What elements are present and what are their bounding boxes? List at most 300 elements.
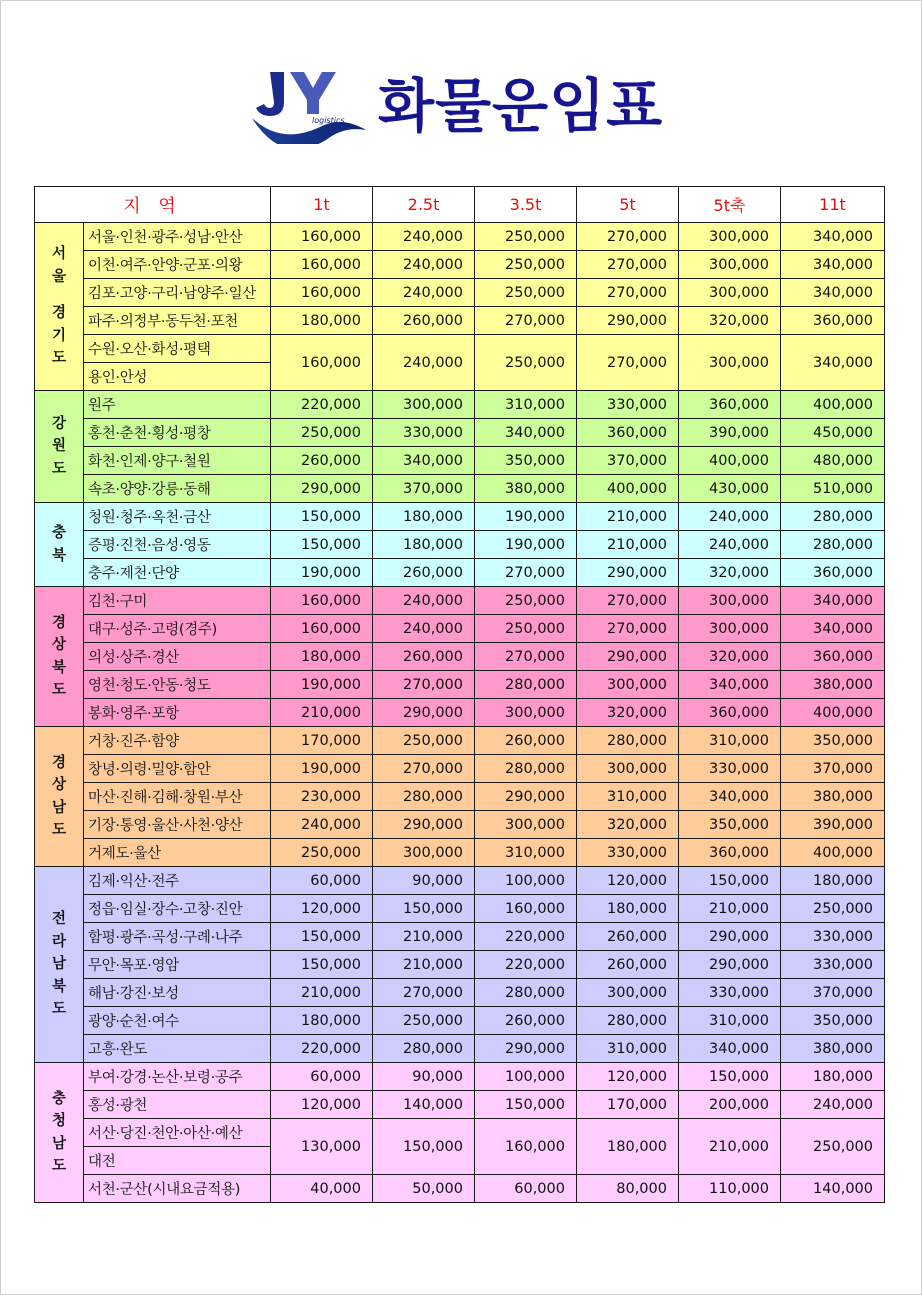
page-title: 화물운임표 [378,72,664,140]
region-char: 상 [51,637,66,654]
price-cell: 260,000 [271,447,373,475]
price-cell: 320,000 [679,559,781,587]
area-cell: 서산·당진·천안·아산·예산 [84,1119,271,1147]
area-cell: 김제·익산·전주 [84,867,271,895]
price-cell: 300,000 [679,615,781,643]
price-cell: 270,000 [577,587,679,615]
price-cell: 50,000 [373,1175,475,1203]
price-cell: 270,000 [577,335,679,391]
price-cell: 250,000 [271,839,373,867]
region-char: 상 [51,777,66,794]
price-cell: 330,000 [679,979,781,1007]
region-char: 도 [51,460,66,477]
price-cell: 290,000 [475,1035,577,1063]
price-cell: 290,000 [475,783,577,811]
price-cell: 340,000 [781,615,885,643]
price-cell: 180,000 [271,1007,373,1035]
price-cell: 250,000 [475,251,577,279]
region-label-gyeongbuk [35,587,84,727]
price-cell: 160,000 [271,335,373,391]
price-cell: 220,000 [475,951,577,979]
price-cell: 340,000 [781,223,885,251]
price-cell: 290,000 [679,951,781,979]
price-cell: 190,000 [475,531,577,559]
price-cell: 140,000 [373,1091,475,1119]
price-cell: 270,000 [475,559,577,587]
area-cell: 파주·의정부·동두천·포천 [84,307,271,335]
region-char: 기 [51,327,66,344]
table-row [35,251,885,279]
area-cell: 마산·진해·김해·창원·부산 [84,783,271,811]
price-cell: 60,000 [271,1063,373,1091]
price-cell: 320,000 [679,643,781,671]
price-cell: 370,000 [781,979,885,1007]
table-row [35,503,885,531]
region-char: 울 [51,268,66,285]
table-row [35,839,885,867]
price-cell: 300,000 [577,671,679,699]
area-cell: 정읍·임실·장수·고창·진안 [84,895,271,923]
price-cell: 230,000 [271,783,373,811]
price-cell: 350,000 [475,447,577,475]
price-cell: 180,000 [373,531,475,559]
price-cell: 330,000 [781,951,885,979]
region-char: 충 [51,525,66,542]
price-cell: 340,000 [679,1035,781,1063]
price-cell: 310,000 [475,391,577,419]
price-cell: 400,000 [577,475,679,503]
price-cell: 330,000 [781,923,885,951]
price-cell: 400,000 [781,839,885,867]
table-row [35,587,885,615]
region-label-gangwon [35,391,84,503]
price-cell: 400,000 [781,699,885,727]
price-cell: 90,000 [373,867,475,895]
price-cell: 180,000 [373,503,475,531]
price-cell: 290,000 [577,559,679,587]
price-cell: 340,000 [373,447,475,475]
price-cell: 240,000 [373,615,475,643]
table-row [35,531,885,559]
price-cell: 80,000 [577,1175,679,1203]
price-cell: 160,000 [271,615,373,643]
price-cell: 210,000 [577,531,679,559]
price-cell: 250,000 [271,419,373,447]
price-cell: 160,000 [271,279,373,307]
price-cell: 390,000 [781,811,885,839]
header-1t: 1t [271,187,373,223]
price-cell: 280,000 [577,727,679,755]
price-cell: 170,000 [271,727,373,755]
price-cell: 290,000 [577,643,679,671]
region-char: 북 [51,978,66,995]
area-cell: 해남·강진·보성 [84,979,271,1007]
area-cell: 화천·인제·양구·철원 [84,447,271,475]
price-cell: 190,000 [271,559,373,587]
region-label-gyeongnam [35,727,84,867]
area-cell: 청원·청주·옥천·금산 [84,503,271,531]
price-cell: 150,000 [475,1091,577,1119]
price-cell: 340,000 [679,783,781,811]
price-cell: 180,000 [781,867,885,895]
price-cell: 280,000 [781,503,885,531]
price-cell: 220,000 [475,923,577,951]
price-cell: 310,000 [475,839,577,867]
table-row [35,1119,885,1147]
area-cell: 영천·청도·안동·청도 [84,671,271,699]
table-row [35,671,885,699]
price-cell: 250,000 [475,615,577,643]
price-cell: 190,000 [271,755,373,783]
price-cell: 210,000 [271,699,373,727]
price-cell: 210,000 [679,1119,781,1175]
price-cell: 210,000 [271,979,373,1007]
table-row [35,1063,885,1091]
price-cell: 210,000 [373,951,475,979]
price-cell: 120,000 [271,1091,373,1119]
price-cell: 430,000 [679,475,781,503]
price-cell: 350,000 [781,727,885,755]
price-cell: 300,000 [373,391,475,419]
price-cell: 450,000 [781,419,885,447]
price-cell: 270,000 [475,643,577,671]
table-row [35,475,885,503]
price-cell: 210,000 [577,503,679,531]
price-cell: 310,000 [577,783,679,811]
table-row [35,391,885,419]
price-cell: 240,000 [373,279,475,307]
price-cell: 300,000 [373,839,475,867]
price-cell: 40,000 [271,1175,373,1203]
price-cell: 260,000 [373,307,475,335]
area-cell: 고흥·완도 [84,1035,271,1063]
region-char: 경 [51,614,66,631]
price-cell: 170,000 [577,1091,679,1119]
price-cell: 360,000 [679,699,781,727]
price-cell: 90,000 [373,1063,475,1091]
price-cell: 160,000 [271,251,373,279]
price-cell: 340,000 [781,279,885,307]
area-cell: 창녕·의령·밀양·함안 [84,755,271,783]
table-row [35,559,885,587]
price-cell: 270,000 [577,279,679,307]
price-cell: 400,000 [781,391,885,419]
region-char: 도 [51,681,66,698]
price-cell: 280,000 [475,755,577,783]
area-cell: 거제도·울산 [84,839,271,867]
price-cell: 480,000 [781,447,885,475]
price-cell: 60,000 [271,867,373,895]
header-5t-axle: 5t축 [679,187,781,223]
area-cell: 무안·목포·영암 [84,951,271,979]
table-row [35,447,885,475]
price-cell: 150,000 [679,1063,781,1091]
price-cell: 280,000 [475,979,577,1007]
price-cell: 280,000 [373,1035,475,1063]
table-row [35,979,885,1007]
header-2-5t: 2.5t [373,187,475,223]
header-5t: 5t [577,187,679,223]
region-char: 남 [51,1135,66,1152]
table-row [35,1035,885,1063]
table-row [35,615,885,643]
price-cell: 320,000 [577,811,679,839]
price-cell: 270,000 [373,755,475,783]
price-cell: 150,000 [271,531,373,559]
table-row [35,867,885,895]
table-row [35,223,885,251]
logo-sub-text: logistics [312,116,345,125]
region-char: 북 [51,659,66,676]
region-label-jeolla [35,867,84,1063]
price-cell: 150,000 [271,503,373,531]
price-cell: 270,000 [373,671,475,699]
price-cell: 270,000 [577,223,679,251]
region-char: 경 [51,754,66,771]
price-cell: 260,000 [577,923,679,951]
price-cell: 100,000 [475,867,577,895]
price-cell: 340,000 [679,671,781,699]
region-char: 도 [51,350,66,367]
table-row [35,699,885,727]
price-cell: 120,000 [577,867,679,895]
area-cell: 김천·구미 [84,587,271,615]
area-cell: 홍천·춘천·횡성·평창 [84,419,271,447]
price-cell: 320,000 [679,307,781,335]
region-char: 원 [51,438,66,455]
price-cell: 250,000 [373,1007,475,1035]
price-cell: 160,000 [475,1119,577,1175]
price-cell: 290,000 [679,923,781,951]
price-cell: 370,000 [781,755,885,783]
price-cell: 220,000 [271,1035,373,1063]
price-cell: 290,000 [373,811,475,839]
table-row [35,279,885,307]
region-label-chungnam [35,1063,84,1203]
table-row [35,895,885,923]
header [250,66,670,146]
price-cell: 210,000 [679,895,781,923]
freight-rate-table [34,186,885,1203]
region-char: 남 [51,799,66,816]
price-cell: 350,000 [679,811,781,839]
area-cell: 원주 [84,391,271,419]
table-row [35,643,885,671]
region-char: 북 [51,547,66,564]
price-cell: 340,000 [781,587,885,615]
price-cell: 240,000 [679,531,781,559]
price-cell: 120,000 [577,1063,679,1091]
price-cell: 210,000 [373,923,475,951]
price-cell: 310,000 [679,727,781,755]
area-cell: 대구·성주·고령(경주) [84,615,271,643]
price-cell: 290,000 [577,307,679,335]
price-cell: 250,000 [781,895,885,923]
area-cell: 서천·군산(시내요금적용) [84,1175,271,1203]
header-region: 지 역 [35,187,271,223]
area-cell: 이천·여주·안양·군포·의왕 [84,251,271,279]
price-cell: 240,000 [373,587,475,615]
price-cell: 240,000 [271,811,373,839]
price-cell: 400,000 [679,447,781,475]
area-cell: 대전 [84,1147,271,1175]
region-char: 도 [51,821,66,838]
price-cell: 250,000 [475,335,577,391]
price-cell: 300,000 [679,251,781,279]
price-cell: 180,000 [577,895,679,923]
table-row [35,727,885,755]
area-cell: 용인·안성 [84,363,271,391]
price-cell: 150,000 [679,867,781,895]
price-cell: 300,000 [475,811,577,839]
area-cell: 속초·양양·강릉·동해 [84,475,271,503]
price-cell: 330,000 [373,419,475,447]
price-cell: 190,000 [271,671,373,699]
table-row [35,307,885,335]
price-cell: 330,000 [577,391,679,419]
area-cell: 함평·광주·곡성·구례·나주 [84,923,271,951]
table-row [35,755,885,783]
price-cell: 340,000 [781,335,885,391]
price-cell: 180,000 [577,1119,679,1175]
price-cell: 300,000 [475,699,577,727]
area-cell: 부여·강경·논산·보령·공주 [84,1063,271,1091]
price-cell: 140,000 [781,1175,885,1203]
header-row [35,187,885,223]
price-cell: 310,000 [577,1035,679,1063]
price-cell: 310,000 [679,1007,781,1035]
price-cell: 60,000 [475,1175,577,1203]
price-cell: 240,000 [373,335,475,391]
price-cell: 370,000 [577,447,679,475]
price-cell: 240,000 [373,251,475,279]
price-cell: 360,000 [679,839,781,867]
price-cell: 250,000 [373,727,475,755]
price-cell: 300,000 [679,335,781,391]
price-cell: 270,000 [373,979,475,1007]
price-cell: 270,000 [475,307,577,335]
header-11t: 11t [781,187,885,223]
area-cell: 거창·진주·함양 [84,727,271,755]
price-cell: 340,000 [475,419,577,447]
price-cell: 250,000 [475,587,577,615]
area-cell: 기장·통영·울산·사천·양산 [84,811,271,839]
price-cell: 300,000 [577,979,679,1007]
region-char: 경 [51,305,66,322]
table-row [35,335,885,363]
price-cell: 340,000 [781,251,885,279]
price-cell: 200,000 [679,1091,781,1119]
price-cell: 160,000 [271,587,373,615]
price-cell: 330,000 [679,755,781,783]
price-cell: 280,000 [475,671,577,699]
price-cell: 360,000 [781,559,885,587]
price-cell: 150,000 [373,1119,475,1175]
price-cell: 150,000 [373,895,475,923]
price-cell: 180,000 [781,1063,885,1091]
price-cell: 160,000 [475,895,577,923]
price-cell: 240,000 [373,223,475,251]
region-char: 청 [51,1113,66,1130]
area-cell: 충주·제천·단양 [84,559,271,587]
price-cell: 270,000 [577,251,679,279]
header-3-5t: 3.5t [475,187,577,223]
price-cell: 390,000 [679,419,781,447]
region-char: 도 [51,1157,66,1174]
price-cell: 190,000 [475,503,577,531]
region-char [35,288,83,302]
area-cell: 광양·순천·여수 [84,1007,271,1035]
price-cell: 250,000 [475,279,577,307]
price-cell: 360,000 [781,643,885,671]
price-cell: 120,000 [271,895,373,923]
table-row [35,419,885,447]
price-cell: 360,000 [679,391,781,419]
price-cell: 260,000 [475,727,577,755]
price-cell: 130,000 [271,1119,373,1175]
price-cell: 380,000 [781,783,885,811]
price-cell: 360,000 [577,419,679,447]
region-char: 도 [51,1001,66,1018]
price-cell: 220,000 [271,391,373,419]
table-row [35,811,885,839]
price-cell: 380,000 [781,1035,885,1063]
price-cell: 150,000 [271,951,373,979]
area-cell: 봉화·영주·포항 [84,699,271,727]
region-char: 서 [51,246,66,263]
price-cell: 250,000 [475,223,577,251]
area-cell: 증평·진천·음성·영동 [84,531,271,559]
region-char: 남 [51,956,66,973]
price-cell: 290,000 [373,699,475,727]
price-cell: 510,000 [781,475,885,503]
price-cell: 100,000 [475,1063,577,1091]
price-cell: 300,000 [679,587,781,615]
price-cell: 110,000 [679,1175,781,1203]
price-cell: 260,000 [373,559,475,587]
area-cell: 김포·고양·구리·남양주·일산 [84,279,271,307]
price-cell: 240,000 [781,1091,885,1119]
table-row [35,1007,885,1035]
price-cell: 380,000 [781,671,885,699]
table-row [35,783,885,811]
price-cell: 240,000 [679,503,781,531]
price-cell: 300,000 [577,755,679,783]
price-cell: 280,000 [781,531,885,559]
price-cell: 260,000 [373,643,475,671]
price-cell: 180,000 [271,307,373,335]
price-cell: 320,000 [577,699,679,727]
price-cell: 360,000 [781,307,885,335]
region-char: 강 [51,415,66,432]
price-cell: 180,000 [271,643,373,671]
table-row [35,951,885,979]
price-cell: 290,000 [271,475,373,503]
jy-logistics-logo [250,66,370,144]
region-char: 라 [51,933,66,950]
price-cell: 260,000 [577,951,679,979]
region-char: 전 [51,911,66,928]
table-row [35,1175,885,1203]
region-char: 충 [51,1090,66,1107]
region-label-chungbuk [35,503,84,587]
area-cell: 홍성·광천 [84,1091,271,1119]
price-cell: 350,000 [781,1007,885,1035]
price-cell: 330,000 [577,839,679,867]
price-cell: 250,000 [781,1119,885,1175]
price-cell: 300,000 [679,223,781,251]
price-cell: 380,000 [475,475,577,503]
